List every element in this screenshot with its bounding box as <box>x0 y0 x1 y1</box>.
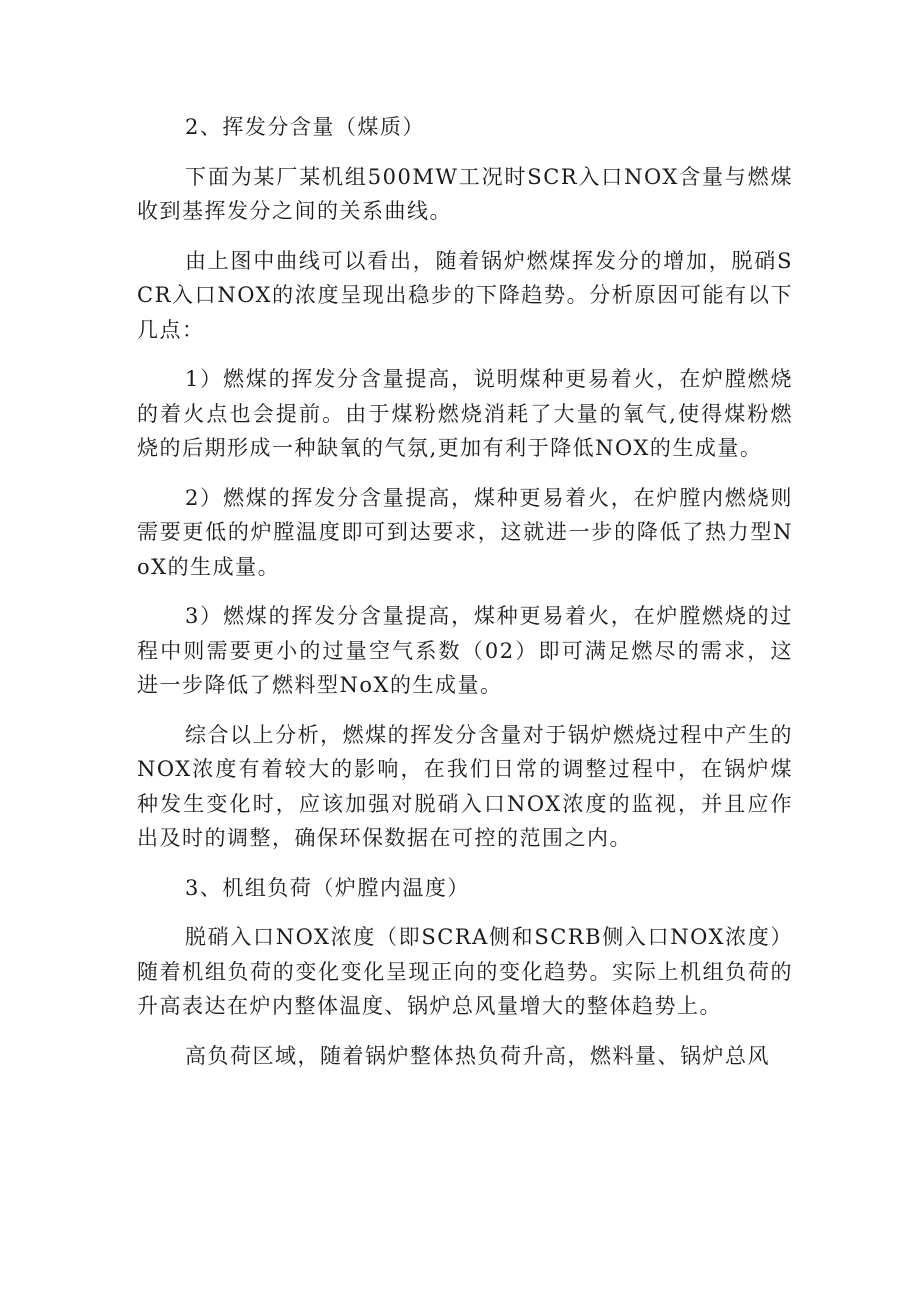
section-heading-volatile-content: 2、挥发分含量（煤质） <box>185 115 425 139</box>
section-heading-unit-load: 3、机组负荷（炉膛内温度） <box>185 875 470 900</box>
paragraph-high-load: 高负荷区域，随着锅炉整体热负荷升高，燃料量、锅炉总风 <box>185 1043 770 1068</box>
paragraph-reason-1: 1）燃煤的挥发分含量提高，说明煤种更易着火，在炉膛燃烧的着火点也会提前。由于煤粉燃烧消耗了大量的氧气,使得煤粉燃烧的后期形成一种缺氧的气氛,更加有利于降低NOX的生成量。 <box>137 367 793 460</box>
document-body <box>137 110 793 1088</box>
paragraph-summary: 综合以上分析，燃煤的挥发分含量对于锅炉燃烧过程中产生的NOX浓度有着较大的影响，在我们日常的调整过程中，在锅炉煤种发生变化时，应该加强对脱硝入口NOX浓度的监视，并且应作出及时的调整，确保环保数据在可控的范围之内。 <box>137 722 793 850</box>
paragraph-reason-3: 3）燃煤的挥发分含量提高，煤种更易着火，在炉膛燃烧的过程中则需要更小的过量空气系数（02）即可满足燃尽的需求，这进一步降低了燃料型NoX的生成量。 <box>137 604 793 697</box>
paragraph-load-trend: 脱硝入口NOX浓度（即SCRA侧和SCRB侧入口NOX浓度）随着机组负荷的变化变化呈现正向的变化趋势。实际上机组负荷的升高表达在炉内整体温度、锅炉总风量增大的整体趋势上。 <box>137 925 793 1018</box>
paragraph-reason-2: 2）燃煤的挥发分含量提高，煤种更易着火，在炉膛内燃烧则需要更低的炉膛温度即可到达要求，这就进一步的降低了热力型NoX的生成量。 <box>137 485 793 579</box>
paragraph-curve-analysis: 由上图中曲线可以看出，随着锅炉燃煤挥发分的增加，脱硝SCR入口NOX的浓度呈现出稳步的下降趋势。分析原因可能有以下几点： <box>137 248 793 342</box>
paragraph-curve-intro: 下面为某厂某机组500MW工况时SCR入口NOX含量与燃煤收到基挥发分之间的关系曲线。 <box>137 164 793 223</box>
